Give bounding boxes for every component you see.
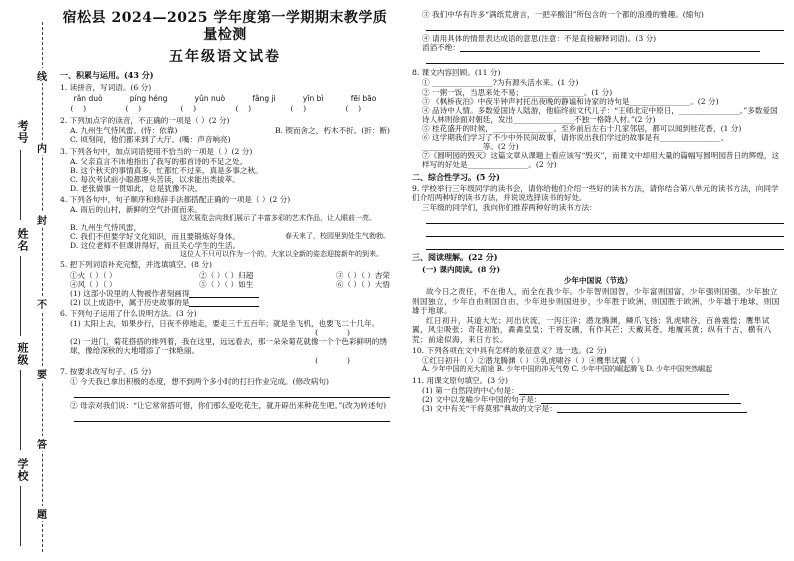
seal-char: 答 bbox=[37, 436, 47, 451]
idiom-blank[interactable]: ①火（ ）（ ） bbox=[70, 270, 117, 280]
option: B. 这个秋天的事情真多，忙都忙不过来，真是多事之秋。 bbox=[70, 165, 263, 175]
sub-question: ② 母亲对我们说：“让它常常搭可惜，你们那么爱吃花生，就开辟出来种花生吧。”(改为转述句) bbox=[70, 400, 387, 410]
answer-line[interactable] bbox=[426, 54, 784, 64]
section-heading: 一、积累与运用。(43 分) bbox=[60, 70, 154, 81]
pinyin: píng héng bbox=[129, 94, 168, 104]
sub-question: 三年级的同学们，我向你们推荐两种好的读书方法： bbox=[422, 203, 597, 213]
sub-question: ② 一粥一饭，当思来处不易；________________。(1 分) bbox=[422, 87, 613, 97]
answer-line[interactable] bbox=[189, 289, 259, 298]
sub-question: ④ 请用具体的情景表达成语的意思(注意：不是直接解释词语)。(3 分) bbox=[422, 34, 657, 44]
margin-label-class: 班级 bbox=[16, 342, 29, 366]
question-10: 10. 下列各项在文中具有怎样的象征意义？选一选。(2 分) bbox=[412, 346, 607, 356]
question-1: 1. 读拼音，写词语。(6 分) bbox=[60, 82, 152, 92]
option: A. 雨后的山村，新鲜的空气扑面而来。 bbox=[70, 205, 202, 215]
option-continued: 这次展览会向我们展示了丰富多彩的艺术作品，让人眼前一亮。 bbox=[180, 214, 376, 223]
question-5: 5. 把下列词语补充完整，并选填填空。(8 分) bbox=[60, 260, 212, 270]
sub-question: ① ________________?为有源头活水来。(1 分) bbox=[422, 78, 579, 88]
answer-line[interactable] bbox=[426, 240, 784, 250]
pinyin: yǐn bì bbox=[302, 94, 324, 104]
section-heading: 二、综合性学习。(5 分) bbox=[412, 171, 500, 182]
idiom-row bbox=[60, 280, 390, 289]
sub-question: (1) 第一自然段的中心句是： bbox=[412, 386, 784, 395]
option: C. 顷刻间，他们都来到了大厅。(嘴：声音响亮) bbox=[70, 135, 231, 145]
sub-question: ① 今天我已拿出积极的态度，想不到两个多小时的打扫作业完成。(修改病句) bbox=[70, 376, 329, 386]
section-heading: 三、阅读理解。(22 分) bbox=[412, 252, 498, 263]
passage-paragraph: 红日初升，其道大光；河出伏流，一泻汪洋；潜龙腾渊，鳞爪飞扬；乳虎啸谷，百兽震惶；鹰隼试翼，风尘吸张；奇花初胎，矞矞皇皇；干将发硎，有作其芒；天戴其苍，地履其黄；纵有千古，横有八荒；前途似海，来日方长。 bbox=[412, 315, 772, 344]
answer-brackets[interactable]: ( ) bbox=[315, 355, 350, 365]
seal-char: 要 bbox=[37, 366, 47, 381]
answer-line[interactable] bbox=[426, 21, 784, 31]
answer-line[interactable] bbox=[74, 412, 390, 422]
passage-paragraph: 故今日之责任，不在他人，而全在我少年。少年智则国智，少年富则国富，少年强则国强，少年独立则国独立，少年自由则国自由，少年进步则国进步，少年胜于欧洲，则国胜于欧洲，少年雄于地球，则国雄于地球。 bbox=[412, 287, 780, 316]
option-row[interactable]: ①红日初升（ ）②潜龙腾渊（ ）③乳虎啸谷（ ）④鹰隼试翼（ ） bbox=[422, 356, 645, 366]
options-row bbox=[60, 241, 390, 250]
sub-question: (3) 文中有关“干将莫邪”典故的文字是： bbox=[412, 404, 784, 413]
passage-title: 少年中国说（节选） bbox=[563, 276, 633, 286]
seal-char: 不 bbox=[37, 296, 47, 311]
idiom-blank[interactable]: ④风（ ）（ ） bbox=[70, 279, 117, 289]
question-2: 2. 下列加点字的读音，不正确的一项是（ ）(2 分) bbox=[60, 116, 230, 126]
answer-line[interactable] bbox=[557, 404, 747, 413]
answer-line[interactable] bbox=[460, 43, 760, 52]
question-11: 11. 用课文原句填空。(3 分) bbox=[412, 375, 509, 385]
option: D. 老张做事一贯如此，总是犹豫不决。 bbox=[70, 183, 203, 193]
margin-label-name: 姓名 bbox=[16, 228, 29, 252]
seal-char: 题 bbox=[37, 506, 47, 521]
option-row: A. 少年中国的光大前途 B. 少年中国的冲天气势 C. 少年中国的崛起腾飞 D. 少年中国突然崛起 bbox=[422, 365, 713, 374]
sub-question: ⑦《圆明园的毁灭》这篇文章从课题上看应该写“毁灭”，而课文中却用大量的篇幅写圆明园昔日的辉煌，这样写的好处是________________。(2 分) bbox=[422, 151, 780, 170]
option: C. 我们不但要学好文化知识，而且要锻炼好身体。 bbox=[70, 231, 240, 241]
idiom-blank[interactable]: ⑥（ ）（ ）大悟 bbox=[335, 279, 390, 289]
margin-line bbox=[20, 150, 21, 220]
seal-dashed-line bbox=[42, 22, 43, 552]
question-7: 7. 按要求改写句子。(5 分) bbox=[60, 366, 152, 376]
idiom-blank[interactable]: ②（ ）（ ）归超 bbox=[199, 270, 254, 280]
question-3: 3. 下列各句中，加点词语使用不恰当的一项是（ ）(2 分) bbox=[60, 146, 253, 156]
idiom-blank[interactable]: ③（ ）（ ）杏荣 bbox=[335, 270, 390, 280]
options-row bbox=[60, 223, 390, 232]
right-column bbox=[412, 6, 784, 413]
idiom-blank[interactable]: ⑤（ ）（ ）如生 bbox=[199, 279, 254, 289]
left-column bbox=[60, 6, 390, 425]
sub-question: ⑤ 桂花盛开的时候，________________。至乡前后左右十几家邻居，都可以闻到桂花香，(1 分) bbox=[422, 123, 742, 133]
option: B. 锲而舍之，朽木不折。(折：断) bbox=[274, 126, 390, 136]
option: 春天来了，校园里到处生气勃勃。 bbox=[285, 231, 390, 240]
pinyin: rǎn duò bbox=[73, 94, 103, 104]
sub-question: ③ 《枫桥夜泊》中夜半钟声衬托出夜晚的静谧和诗家的诗句是________________。(2 分) bbox=[422, 96, 719, 106]
pinyin: fǎng jì bbox=[252, 94, 276, 104]
sub-question: 滔滔不绝： bbox=[412, 43, 784, 52]
sub-question: (2) 文中以龙喻少年中国的句子是： bbox=[412, 395, 784, 404]
question-8: 8. 课文内容回顾。(11 分) bbox=[412, 68, 501, 78]
option: B. 九州生气恃风雷， bbox=[70, 222, 142, 232]
margin-line bbox=[20, 256, 21, 336]
sub-question: ③ 我们中华有许多“满纸荒唐言，一把辛酸泪”所包含的一个都的浪漫的雅趣。(缩句) bbox=[422, 10, 704, 19]
answer-line[interactable] bbox=[189, 298, 259, 307]
answer-line[interactable] bbox=[541, 395, 741, 404]
option-continued: 这位人不只可以作为一个的，大家以全新的姿态迎接新年的到来。 bbox=[180, 250, 383, 259]
pinyin: fēi bāo bbox=[350, 94, 377, 104]
option: A. 父亲直言不讳地指出了我写的那首诗的不足之处。 bbox=[70, 156, 248, 166]
question-6: 6. 下列句子运用了什么说明方法。(3 分) bbox=[60, 308, 197, 318]
margin-label-exam-id: 考号 bbox=[16, 120, 29, 144]
options-row bbox=[60, 135, 390, 144]
margin-label-school: 学校 bbox=[16, 458, 29, 482]
idiom-row bbox=[60, 271, 390, 280]
answer-brackets[interactable]: ( ) ( ) ( ) ( ) ( ) ( ) bbox=[70, 104, 362, 114]
answer-line[interactable] bbox=[426, 227, 784, 237]
margin-line bbox=[20, 370, 21, 450]
options-row bbox=[60, 232, 390, 241]
answer-line[interactable] bbox=[74, 388, 390, 398]
option: C. 每次考试前小聪都埋头苦读，以求能出类拔萃。 bbox=[70, 174, 240, 184]
binding-margin bbox=[0, 0, 58, 561]
subsection-heading: (一) 课内阅读。(8 分) bbox=[422, 265, 501, 275]
sub-question: ⑥ 这学期我们学习了不少中外民间故事，请你说出我们学过的故事是有________________、________________等。(2 分) bbox=[422, 133, 729, 152]
sub-question: ④ 品诗中人情。多数爱国诗人陆游，他临终前文代儿子：“王师北定中原日，________________。”多数爱国诗人林则徐面对朝廷，发出________________不独一格降人材。”(2 分) bbox=[422, 105, 778, 124]
option: A. 九州生气恃风雷。(恃：依靠) bbox=[70, 126, 178, 136]
seal-char: 线 bbox=[37, 68, 47, 83]
question-4: 4. 下列各句中，句子顺序和修辞手法都搭配正确的一项是（ ）(2 分) bbox=[60, 195, 291, 205]
exam-title: 宿松县 2024—2025 学年度第一学期期末教学质量检测 bbox=[62, 10, 388, 43]
seal-char: 内 bbox=[37, 140, 47, 155]
exam-subtitle: 五年级语文试卷 bbox=[169, 48, 281, 65]
options-row bbox=[60, 205, 390, 214]
seal-char: 封 bbox=[37, 212, 47, 227]
sub-question: (1) 太阳上去，如果步行，日夜不停地走，要走三千五百年；就是坐飞机，也要飞二十几年。 bbox=[70, 319, 380, 329]
answer-brackets[interactable]: ( ) bbox=[315, 328, 350, 338]
margin-line bbox=[20, 486, 21, 546]
answer-line[interactable] bbox=[426, 214, 784, 224]
sub-question: (2) 一进门，菊花搭搭的排列着，我在这里，远远看去，那一朵朵菊花就像一个个色彩鲜明的绣球，像给深秋的大地增添了一抹艳丽。 bbox=[70, 337, 387, 356]
pinyin-row bbox=[60, 94, 390, 103]
option: D. 这位老师不但课讲得好，而且关心学生的生活。 bbox=[70, 240, 241, 250]
question-9: 9. 学校举行三年级同学的读书会，请你给他们介绍一些好的读书方法，请你结合第八单元的读书方法，向同学们介绍两种好的读书方法，并说说选择读书的好处。 bbox=[412, 184, 779, 203]
pinyin: yǔn nuò bbox=[194, 94, 226, 104]
sub-question: (2) 以上成语中，属于历史故事的是 bbox=[60, 298, 390, 307]
answer-line[interactable] bbox=[519, 386, 729, 395]
sub-question: (1) 这部小说里的人物被作者刻画得 bbox=[60, 289, 390, 298]
